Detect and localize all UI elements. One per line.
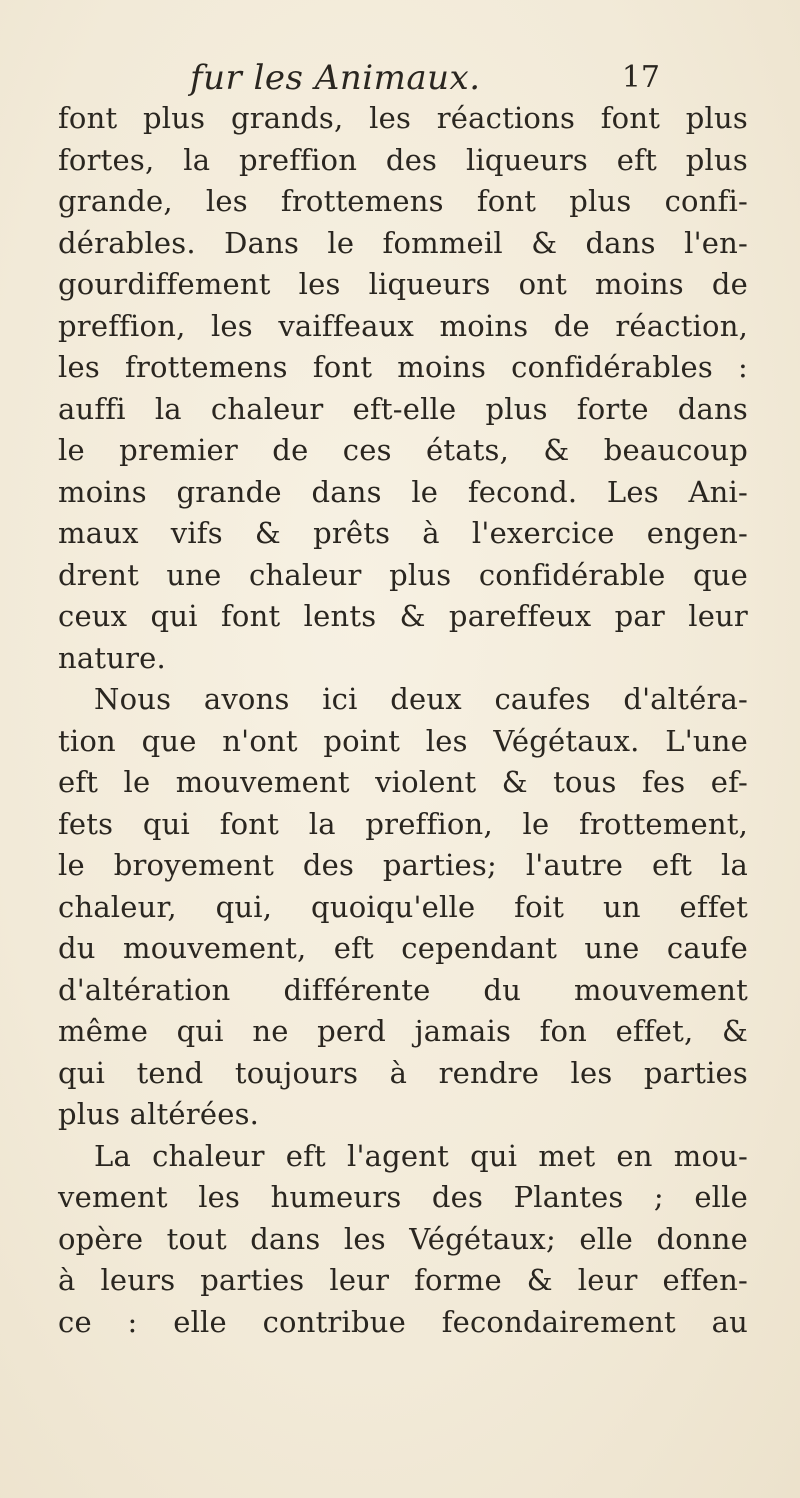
paragraph-end-line: nature. — [58, 640, 166, 675]
text-line: ce : elle contribue fecondairement au — [58, 1304, 748, 1339]
text-line: fortes, la preffion des liqueurs eft plus — [58, 142, 748, 177]
text-line: chaleur, qui, quoiqu'elle foit un effet — [58, 889, 748, 924]
text-line: drent une chaleur plus confidérable que — [58, 557, 748, 592]
text-line: font plus grands, les réactions font plus — [58, 101, 748, 135]
text-line: fets qui font la preffion, le frottement, — [58, 806, 748, 841]
running-title: fur les Animaux. — [190, 58, 481, 98]
text-line: le premier de ces états, & beaucoup — [58, 433, 748, 467]
text-line: à leurs parties leur forme & leur effen- — [58, 1263, 748, 1297]
text-line: gourdiffement les liqueurs ont moins de — [58, 267, 748, 301]
text-line: du mouvement, eft cependant une caufe — [58, 931, 748, 965]
text-line: les frottemens font moins confidérables : — [58, 350, 748, 384]
text-line: eft le mouvement violent & tous fes ef- — [58, 765, 748, 799]
text-line: dérables. Dans le fommeil & dans l'en- — [58, 225, 748, 260]
text-line: le broyement des parties; l'autre eft la — [58, 848, 748, 882]
text-line: qui tend toujours à rendre les parties — [58, 1055, 748, 1090]
text-line: preffion, les vaiffeaux moins de réaction, — [58, 308, 748, 343]
text-line: d'altération différente du mouvement — [58, 972, 748, 1007]
text-line: vement les humeurs des Plantes ; elle — [58, 1180, 748, 1214]
paragraph-start-line: La chaleur eft l'agent qui met en mou- — [94, 1138, 748, 1173]
text-line: ceux qui font lents & pareffeux par leur — [58, 599, 748, 633]
text-line: opère tout dans les Végétaux; elle donne — [58, 1221, 748, 1256]
text-line: tion que n'ont point les Végétaux. L'une — [58, 723, 748, 758]
paragraph-start-line: Nous avons ici deux caufes d'altéra- — [94, 682, 748, 716]
text-line: même qui ne perd jamais fon effet, & — [58, 1014, 748, 1048]
page-number: 17 — [621, 60, 660, 95]
running-head — [190, 58, 660, 102]
text-line: maux vifs & prêts à l'exercice engen- — [58, 516, 748, 550]
text-line: grande, les frottemens font plus confi- — [58, 184, 748, 218]
paragraph-end-line: plus altérées. — [58, 1097, 260, 1131]
text-line: auffi la chaleur eft-elle plus forte dans — [58, 391, 748, 426]
body-text — [58, 98, 748, 1343]
text-line: moins grande dans le fecond. Les Ani- — [58, 474, 748, 509]
